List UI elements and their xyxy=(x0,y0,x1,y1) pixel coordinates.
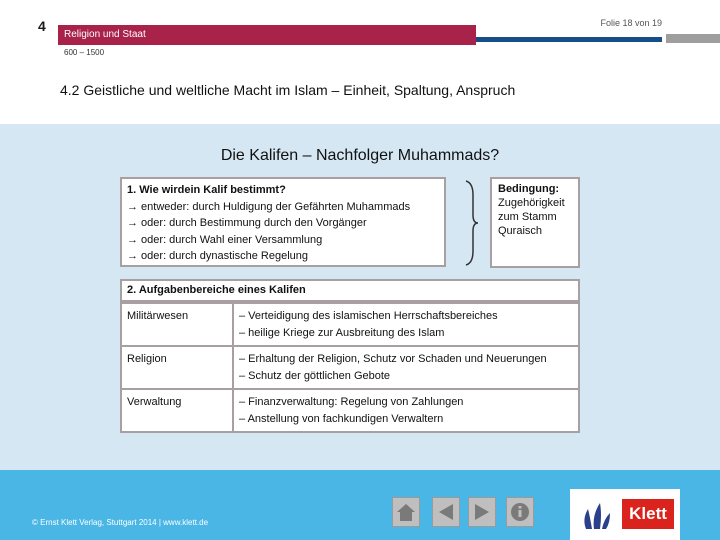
section-title: 4.2 Geistliche und weltliche Macht im Islam – Einheit, Spaltung, Anspruch xyxy=(60,82,516,98)
condition-line: zum Stamm xyxy=(498,211,557,223)
option-item: → oder: durch Wahl einer Versammlung xyxy=(127,233,323,246)
header-gray-bar xyxy=(666,34,720,43)
slide-counter: Folie 18 von 19 xyxy=(600,18,662,28)
items-cell xyxy=(233,389,579,432)
option-item: → oder: durch dynastische Regelung xyxy=(127,250,308,262)
items-cell xyxy=(233,303,579,346)
condition-line: Zugehörigkeit xyxy=(498,197,565,209)
condition-heading: Bedingung: xyxy=(498,183,560,195)
question1-box xyxy=(120,177,446,267)
forward-icon[interactable] xyxy=(468,497,496,527)
condition-line: Quraisch xyxy=(498,225,543,237)
table-row xyxy=(121,389,579,432)
condition-box xyxy=(490,177,580,268)
chapter-number: 4 xyxy=(38,18,46,34)
task-item: – Finanzverwaltung: Regelung von Zahlungen xyxy=(239,396,464,408)
back-icon[interactable] xyxy=(432,497,460,527)
question2-heading: 2. Aufgabenbereiche eines Kalifen xyxy=(120,279,580,302)
category-cell: Religion xyxy=(121,346,233,389)
copyright: © Ernst Klett Verlag, Stuttgart 2014 | www.klett.de xyxy=(32,518,209,527)
task-item: – heilige Kriege zur Ausbreitung des Islam xyxy=(239,326,445,339)
info-icon[interactable] xyxy=(506,497,534,527)
tasks-table xyxy=(120,302,580,433)
task-item: – Schutz der göttlichen Gebote xyxy=(239,369,391,382)
table-row xyxy=(121,346,579,389)
topic-title: Religion und Staat xyxy=(64,29,146,40)
task-item: – Anstellung von fachkundigen Verwaltern xyxy=(239,412,444,425)
task-item: – Verteidigung des islamischen Herrschaftsbereiches xyxy=(239,310,498,322)
period-label: 600 – 1500 xyxy=(64,48,105,57)
klett-logo-icon xyxy=(576,495,616,535)
curly-bracket xyxy=(460,177,480,269)
category-cell: Militärwesen xyxy=(121,303,233,346)
question1-heading: 1. Wie wirdein Kalif bestimmt? xyxy=(127,184,286,196)
klett-logo-text: Klett xyxy=(622,499,674,529)
option-item: → entweder: durch Huldigung der Gefährten Muhammads xyxy=(127,200,411,213)
items-cell xyxy=(233,346,579,389)
home-icon[interactable] xyxy=(392,497,420,527)
table-row xyxy=(121,303,579,346)
header-line xyxy=(476,37,662,42)
category-cell: Verwaltung xyxy=(121,389,233,432)
task-item: – Erhaltung der Religion, Schutz vor Schaden und Neuerungen xyxy=(239,353,547,365)
option-item: → oder: durch Bestimmung durch den Vorgänger xyxy=(127,217,367,229)
main-title: Die Kalifen – Nachfolger Muhammads? xyxy=(220,147,500,164)
